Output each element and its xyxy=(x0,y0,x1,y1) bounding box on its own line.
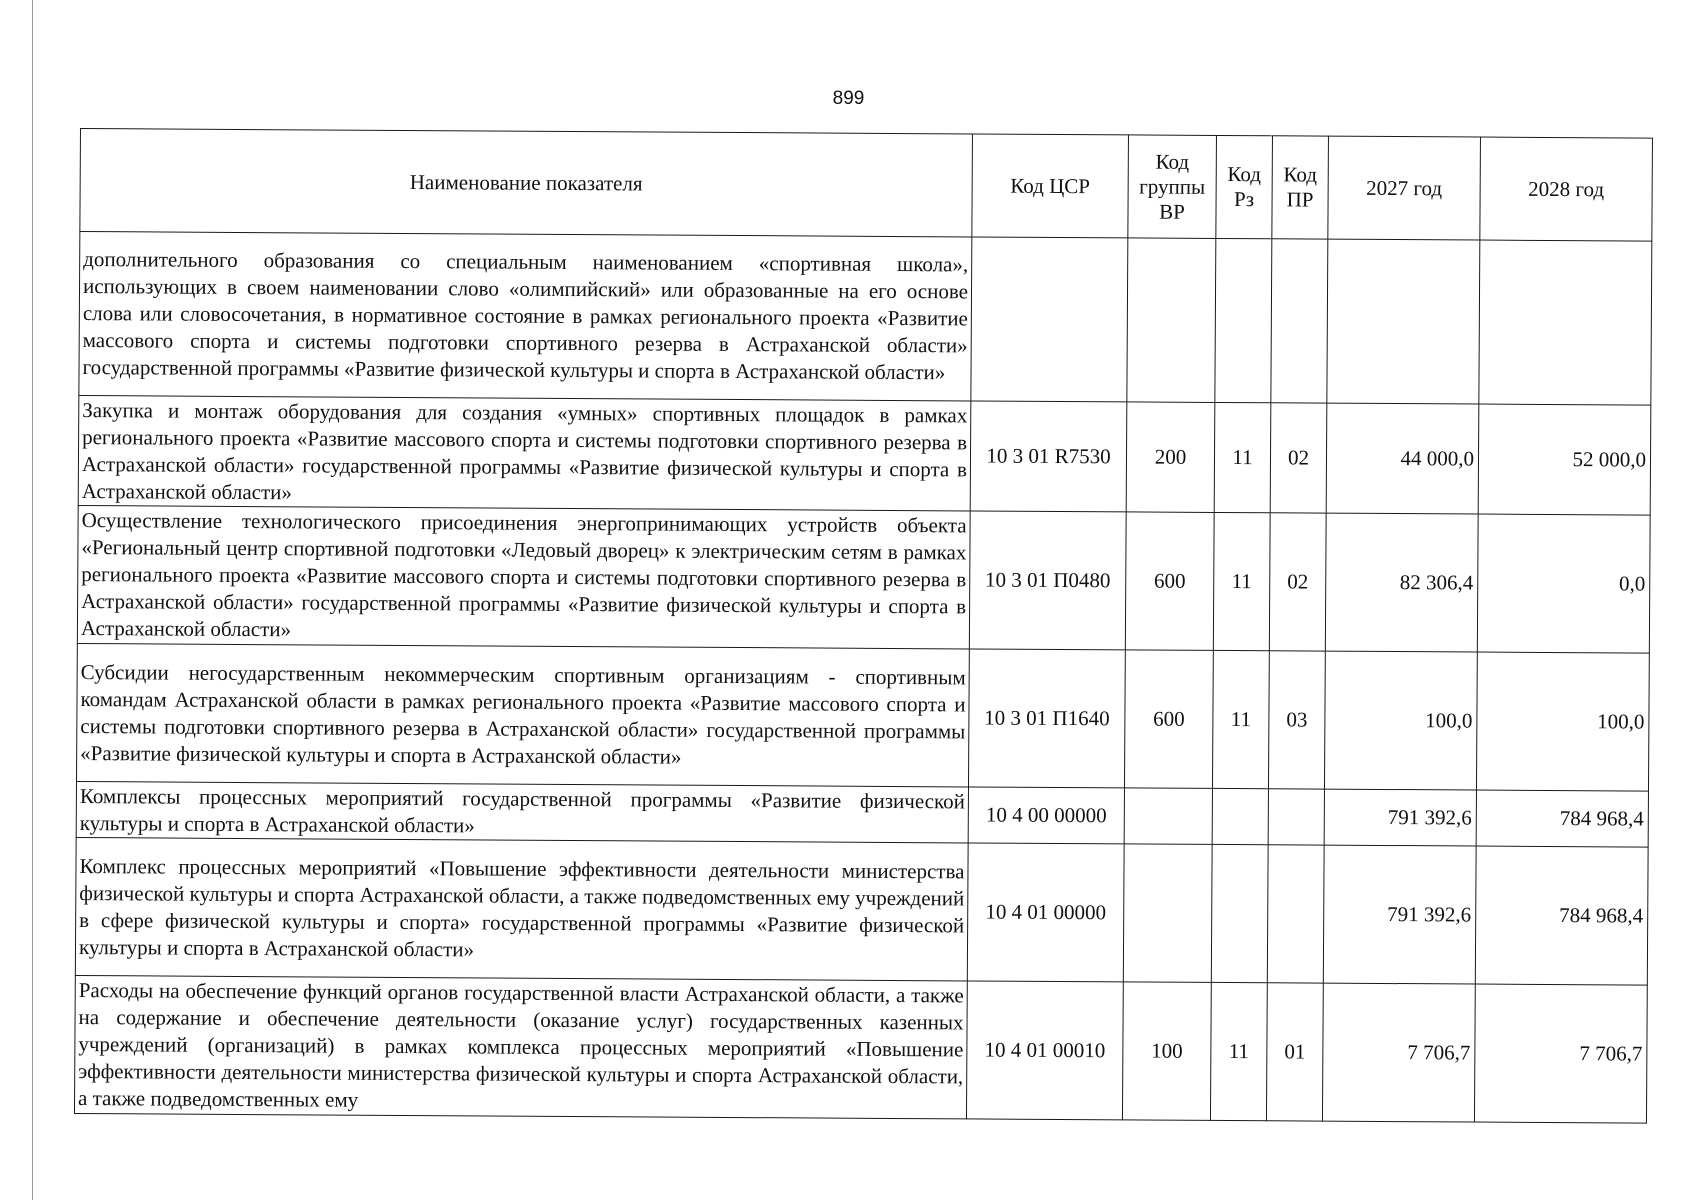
page-number: 899 xyxy=(832,88,865,109)
row-2028: 100,0 xyxy=(1476,652,1649,791)
header-rz: Код Рз xyxy=(1216,135,1273,238)
table-row xyxy=(79,232,1652,406)
row-pr: 02 xyxy=(1269,513,1326,651)
row-rz: 11 xyxy=(1213,512,1270,650)
row-rz: 11 xyxy=(1214,402,1271,512)
row-name: дополнительного образования со специальным наименованием «спортивная школа», использующих в своем наименовании слово «олимпийский» или образованные на его основе слова или словосочетания, в нормативное состояние в рамках регионального проекта «Развитие массового спорта и системы подготовки спортивного резерва в Астраханской области» государственной программы «Развитие физической культуры и спорта в Астраханской области» xyxy=(79,232,972,401)
row-2028: 784 968,4 xyxy=(1475,846,1648,985)
table-row xyxy=(74,975,1647,1123)
budget-table xyxy=(74,128,1653,1124)
row-vr xyxy=(1123,844,1212,983)
row-2027: 791 392,6 xyxy=(1324,789,1476,846)
row-vr: 200 xyxy=(1126,402,1215,513)
table-row xyxy=(75,837,1648,985)
row-2027: 100,0 xyxy=(1324,651,1477,790)
row-csr xyxy=(971,237,1128,402)
row-vr xyxy=(1127,238,1216,403)
table-row xyxy=(78,395,1651,515)
row-2028 xyxy=(1479,240,1652,405)
row-csr: 10 4 01 00000 xyxy=(967,843,1124,982)
row-pr xyxy=(1268,789,1324,845)
row-rz: 11 xyxy=(1212,650,1269,788)
row-2027 xyxy=(1327,239,1480,404)
row-2027: 7 706,7 xyxy=(1322,983,1475,1122)
row-name: Расходы на обеспечение функций органов государственной власти Астраханской области, а также на содержание и обеспечение деятельности (оказание услуг) государственных казенных учреждений (организаций) в рамках комплекса процессных мероприятий «Повышение эффективности деятельности министерства физической культуры и спорта Астраханской области, а также подведомственных ему xyxy=(74,975,967,1118)
row-vr: 600 xyxy=(1125,512,1214,651)
row-2027: 82 306,4 xyxy=(1325,513,1478,652)
row-pr: 02 xyxy=(1270,403,1327,513)
row-name: Комплекс процессных мероприятий «Повышение эффективности деятельности министерства физической культуры и спорта Астраханской области, а также подведомственных ему учреждений в сфере физической культуры и спорта» государственной программы «Развитие физической культуры и спорта в Астраханской области» xyxy=(75,837,968,980)
row-2027: 791 392,6 xyxy=(1323,845,1476,984)
row-name: Закупка и монтаж оборудования для создания «умных» спортивных площадок в рамках регионального проекта «Развитие массового спорта и системы подготовки спортивного резерва в Астраханской области» государственной программы «Развитие физической культуры и спорта в Астраханской области» xyxy=(78,395,971,510)
row-csr: 10 3 01 П0480 xyxy=(969,511,1126,650)
row-name: Субсидии негосударственным некоммерческим спортивным организациям - спортивным командам Астраханской области в рамках регионального проекта «Развитие массового спорта и системы подготовки спортивного резерва в Астраханской области» государственной программы «Развитие физической культуры и спорта в Астраханской области» xyxy=(77,643,970,786)
header-row xyxy=(80,129,1653,242)
row-name: Осуществление технологического присоединения энергопринимающих устройств объекта «Региональный центр спортивной подготовки «Ледовый дворец» к электрическим сетям в рамках регионального проекта «Развитие массового спорта и системы подготовки спортивного резерва в Астраханской области» государственной программы «Развитие физической культуры и спорта в Астраханской области» xyxy=(77,505,970,648)
row-csr: 10 4 01 00010 xyxy=(966,981,1123,1120)
row-csr: 10 3 01 П1640 xyxy=(968,649,1125,788)
row-2028: 52 000,0 xyxy=(1478,404,1651,515)
row-csr: 10 3 01 R7530 xyxy=(970,401,1127,512)
table-row xyxy=(76,781,1648,847)
row-2028: 7 706,7 xyxy=(1474,984,1647,1123)
row-vr: 100 xyxy=(1122,982,1211,1121)
header-name: Наименование показателя xyxy=(80,129,973,237)
row-2028: 0,0 xyxy=(1477,514,1650,653)
header-2027: 2027 год xyxy=(1328,136,1481,240)
row-2028: 784 968,4 xyxy=(1476,790,1648,847)
row-vr xyxy=(1124,788,1212,845)
header-2028: 2028 год xyxy=(1480,137,1653,241)
header-vr: Код группы ВР xyxy=(1128,135,1217,239)
row-name: Комплексы процессных мероприятий государственной программы «Развитие физической культуры и спорта в Астраханской области» xyxy=(76,781,968,842)
binding-line xyxy=(32,0,33,1200)
row-pr: 01 xyxy=(1266,983,1323,1121)
row-rz: 11 xyxy=(1210,982,1267,1120)
header-csr: Код ЦСР xyxy=(972,134,1129,238)
row-pr: 03 xyxy=(1268,651,1325,789)
row-rz xyxy=(1215,238,1272,402)
row-2027: 44 000,0 xyxy=(1326,403,1479,514)
row-csr: 10 4 00 00000 xyxy=(968,787,1124,844)
row-rz xyxy=(1212,788,1268,844)
row-vr: 600 xyxy=(1124,650,1213,789)
row-pr xyxy=(1271,239,1328,403)
row-pr xyxy=(1267,845,1324,983)
header-pr: Код ПР xyxy=(1272,136,1329,239)
table-row xyxy=(77,643,1650,791)
table-row xyxy=(77,505,1650,653)
row-rz xyxy=(1211,844,1268,982)
